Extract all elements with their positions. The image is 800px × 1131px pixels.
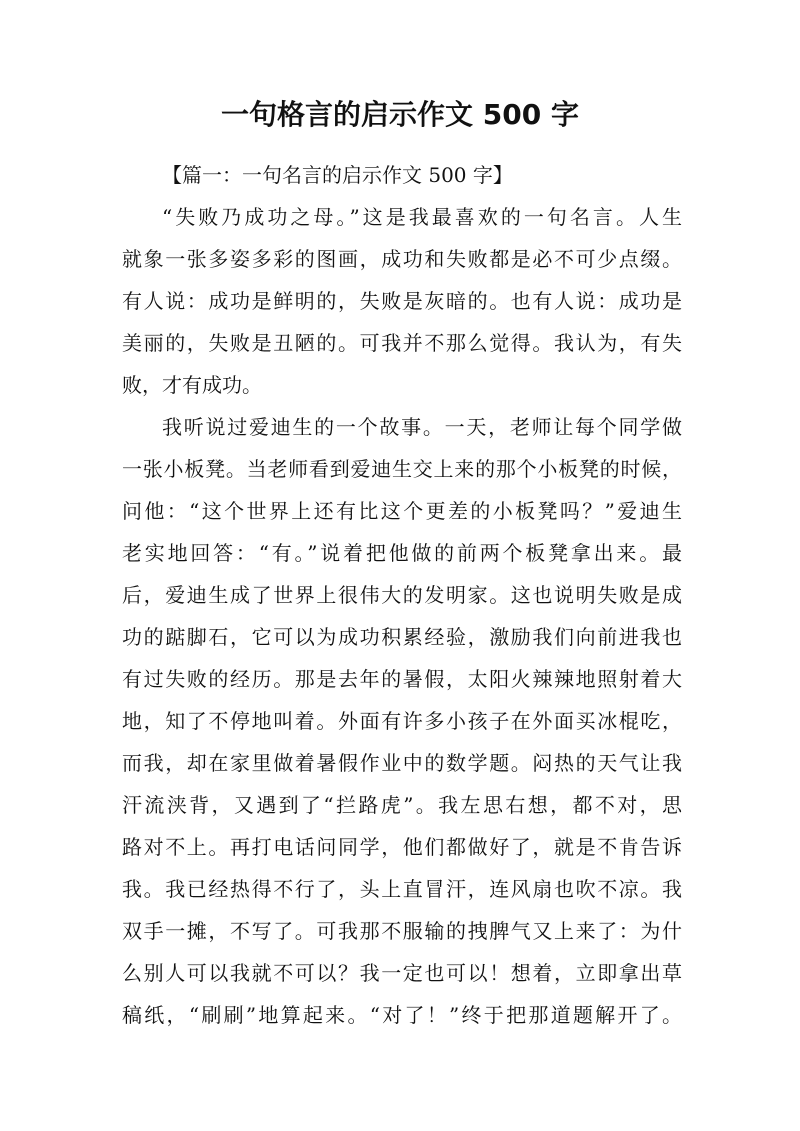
paragraph-2-line-7: 有过失败的经历。那是去年的暑假，太阳火辣辣地照射着大 [122, 667, 682, 691]
paragraph-2-line-9: 而我，却在家里做着暑假作业中的数学题。闷热的天气让我 [122, 751, 682, 775]
paragraph-2-line-11: 路对不上。再打电话问同学，他们都做好了，就是不肯告诉 [122, 835, 682, 859]
paragraph-2-line-15: 稿纸，“刷刷”地算起来。“对了！”终于把那道题解开了。 [122, 1003, 682, 1027]
paragraph-1-line-4: 美丽的，失败是丑陋的。可我并不那么觉得。我认为，有失 [122, 331, 682, 355]
paragraph-2-line-8: 地，知了不停地叫着。外面有许多小孩子在外面买冰棍吃， [122, 709, 682, 733]
paragraph-1-line-2: 就象一张多姿多彩的图画，成功和失败都是必不可少点缀。 [122, 247, 682, 271]
paragraph-1-line-5: 败，才有成功。 [122, 373, 262, 397]
paragraph-1-line-3: 有人说：成功是鲜明的，失败是灰暗的。也有人说：成功是 [122, 289, 682, 313]
paragraph-1-line-1: “失败乃成功之母。”这是我最喜欢的一句名言。人生 [162, 205, 682, 229]
section-heading: 【篇一：一句名言的启示作文 500 字】 [162, 163, 513, 187]
paragraph-2-line-4: 老实地回答：“有。”说着把他做的前两个板凳拿出来。最 [122, 541, 682, 565]
paragraph-2-line-1: 我听说过爱迪生的一个故事。一天，老师让每个同学做 [162, 415, 682, 439]
paragraph-2-line-10: 汗流浃背，又遇到了“拦路虎”。我左思右想，都不对，思 [122, 793, 682, 817]
paragraph-2-line-5: 后，爱迪生成了世界上很伟大的发明家。这也说明失败是成 [122, 583, 682, 607]
paragraph-2-line-12: 我。我已经热得不行了，头上直冒汗，连风扇也吹不凉。我 [122, 877, 682, 901]
document-title: 一句格言的启示作文 500 字 [221, 98, 579, 131]
paragraph-2-line-2: 一张小板凳。当老师看到爱迪生交上来的那个小板凳的时候， [122, 457, 682, 481]
paragraph-2-line-14: 么别人可以我就不可以？我一定也可以！想着，立即拿出草 [122, 961, 682, 985]
paragraph-2-line-6: 功的踮脚石，它可以为成功积累经验，激励我们向前进我也 [122, 625, 682, 649]
paragraph-2-line-3: 问他：“这个世界上还有比这个更差的小板凳吗？”爱迪生 [122, 499, 682, 523]
paragraph-2-line-13: 双手一摊，不写了。可我那不服输的拽脾气又上来了：为什 [122, 919, 682, 943]
